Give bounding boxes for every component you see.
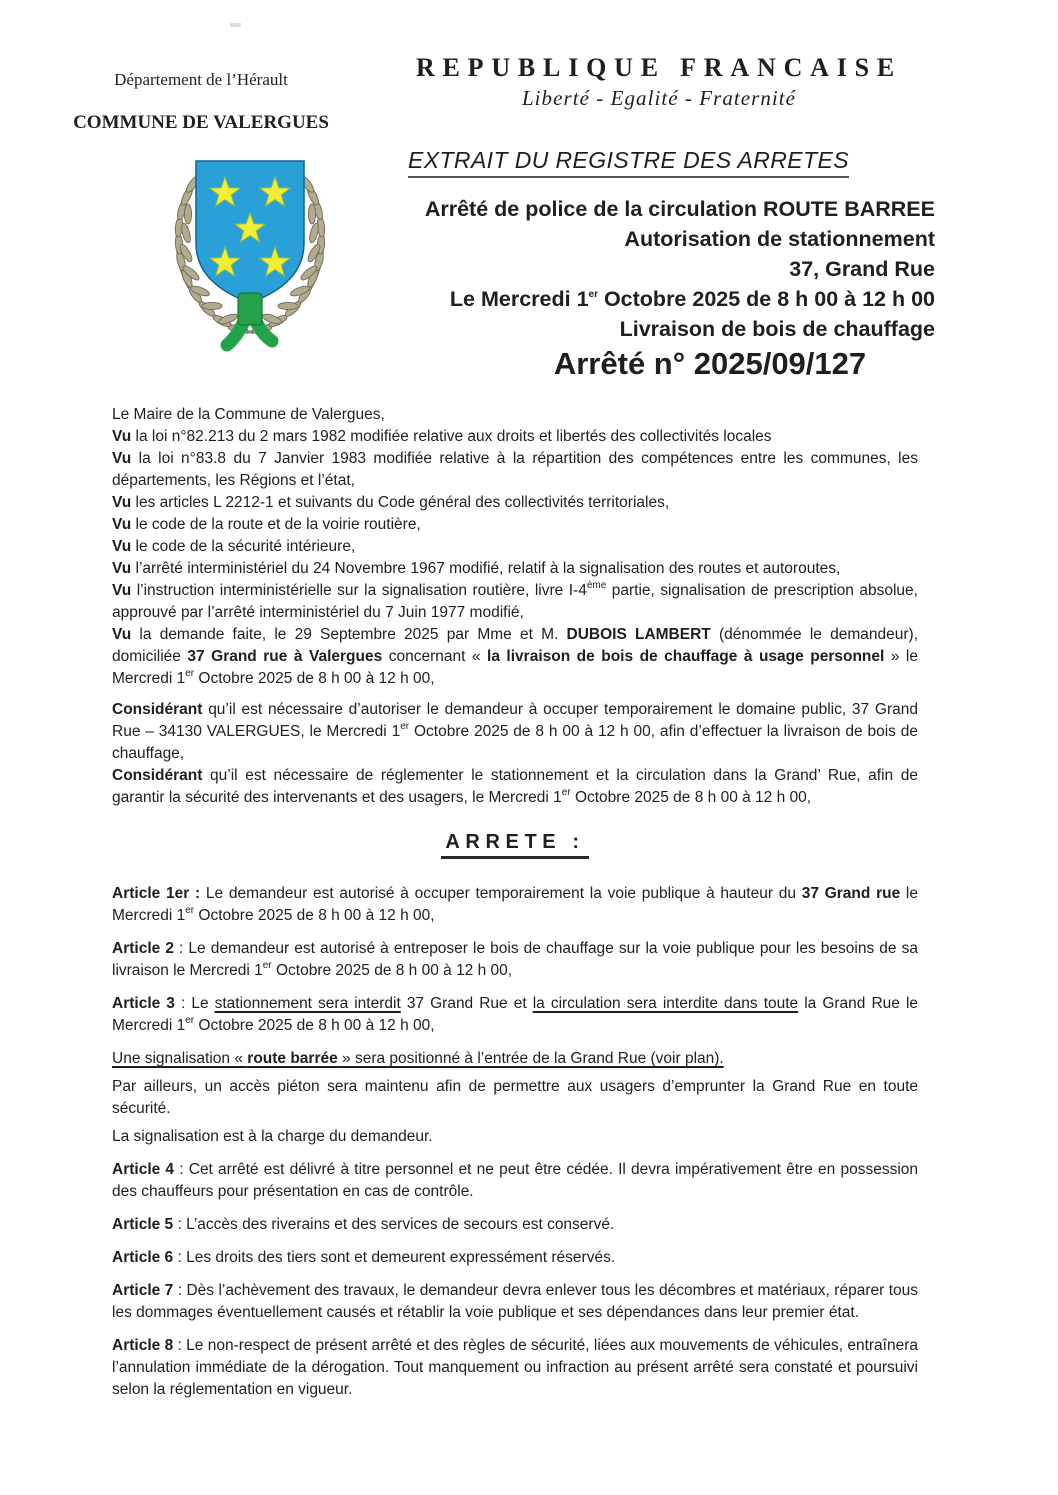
text-segment: Vu — [112, 560, 132, 577]
text-segment: er — [561, 786, 571, 798]
header-left — [58, 70, 344, 134]
vu-clause-1 — [112, 426, 918, 448]
vu-clause-5 — [112, 536, 918, 558]
text-segment: » le Mercredi 1 — [112, 648, 918, 687]
text-segment: qu’il est nécessaire d’autoriser le demandeur à occuper temporairement le domaine public, 37 Grand Rue – 34130 VALERGUES, le Mercredi 1 — [112, 701, 918, 740]
text-segment: 37 Grand rue — [801, 885, 901, 902]
text-segment: Livraison de bois de chauffage — [619, 317, 935, 341]
text-segment: l’instruction interministérielle sur la signalisation routière, livre I-4 — [131, 582, 587, 599]
text-segment: 37 Grand rue à Valergues — [187, 648, 383, 665]
article-1 — [112, 883, 918, 927]
text-segment: Vu — [112, 494, 132, 511]
commune-label: COMMUNE DE VALERGUES — [73, 112, 329, 133]
text-segment: la loi n°83.8 du 7 Janvier 1983 modifiée relative à la répartition des compétences entre les communes, les départements, les Régions et l’état, — [112, 450, 918, 489]
registre-title: EXTRAIT DU REGISTRE DES ARRETES — [408, 147, 849, 178]
text-segment: Article 2 — [112, 940, 174, 957]
text-segment: ème — [586, 579, 607, 591]
text-segment: Article 8 — [112, 1337, 174, 1354]
considerant-clause-1 — [112, 699, 918, 765]
text-segment: er — [588, 288, 598, 300]
text-segment: la circulation sera interdite dans toute — [532, 995, 799, 1012]
department-label: Département de l’Hérault — [114, 70, 288, 89]
text-segment: Le Mercredi 1 — [449, 287, 589, 311]
vu-clause-2 — [112, 448, 918, 492]
text-segment: Article 1er : — [112, 885, 201, 902]
text-segment: route barrée — [247, 1050, 338, 1067]
subject-line-3 — [390, 254, 935, 284]
text-segment: Considérant — [112, 701, 203, 718]
text-segment: : Le demandeur est autorisé à entreposer le bois de chauffage sur la voie publique pour les besoins de sa livraison le Mercredi 1 — [112, 940, 918, 979]
vu-clause-7 — [112, 580, 918, 624]
text-segment: Par ailleurs, un accès piéton sera maintenu afin de permettre aux usagers d’emprunter la Grand Rue en toute sécurité. — [112, 1078, 918, 1117]
registre-title-wrap — [408, 147, 849, 178]
text-segment: : Dès l’achèvement des travaux, le demandeur devra enlever tous les décombres et matériaux, réparer tous les dommages éventuellement causés et rétablir la voie publique et ses dépendances dans leur premier état. — [112, 1282, 918, 1321]
text-segment: er — [400, 720, 410, 732]
text-segment: partie, signalisation de prescription absolue, approuvé par l’arrêté interministériel du 7 Juin 1977 modifié, — [112, 582, 918, 621]
text-segment: : Cet arrêté est délivré à titre personnel et ne peut être cédée. Il devra impérativement être en possession des chauffeurs pour présentation en cas de contrôle. — [112, 1161, 919, 1200]
text-segment: er — [185, 904, 195, 916]
text-segment: Octobre 2025 de 8 h 00 à 12 h 00, — [194, 670, 435, 687]
text-segment: la Grand Rue le Mercredi 1 — [112, 995, 919, 1034]
text-segment: stationnement sera interdit — [214, 995, 401, 1012]
text-segment: Le Maire de la Commune de Valergues, — [112, 406, 385, 423]
signal-line — [112, 1048, 918, 1070]
text-segment: : Les droits des tiers sont et demeurent expressément réservés. — [173, 1249, 616, 1266]
text-segment: 37, Grand Rue — [789, 257, 935, 281]
text-segment: Vu — [112, 538, 132, 555]
subject-line-1 — [390, 194, 935, 224]
text-segment: la demande faite, le 29 Septembre 2025 par Mme et M. — [131, 626, 567, 643]
pedestrian-access-line — [112, 1076, 918, 1120]
text-segment: Octobre 2025 de 8 h 00 à 12 h 00, — [570, 789, 812, 806]
text-segment: Vu — [112, 450, 132, 467]
text-segment: Vu — [112, 626, 132, 643]
considerant-clauses — [112, 699, 918, 809]
vu-clause-3 — [112, 492, 918, 514]
arrete-heading-wrap — [112, 831, 918, 859]
text-segment: Article 4 — [112, 1161, 175, 1178]
article-4 — [112, 1159, 918, 1203]
text-segment: Considérant — [112, 767, 203, 784]
text-segment: (dénommée le demandeur), domiciliée — [112, 626, 918, 665]
text-segment: Octobre 2025 de 8 h 00 à 12 h 00, afin d’effectuer la livraison de bois de chauffage, — [112, 723, 918, 762]
subject-line-5 — [390, 314, 935, 344]
text-segment: : Le non-respect de présent arrêté et des règles de sécurité, liées aux mouvements de véhicules, entraînera l’annulation immédiate de la dérogation. Tout manquement ou infraction au présent arrêté sera constaté et poursuivi selon la réglementation en vigueur. — [112, 1337, 919, 1398]
signal-charge-line — [112, 1126, 918, 1148]
text-segment: » sera positionné à l’entrée de la Grand Rue (voir plan). — [337, 1050, 724, 1067]
article-3 — [112, 993, 918, 1037]
text-segment: er — [185, 1014, 195, 1026]
considerant-clause-2 — [112, 765, 918, 809]
article-2 — [112, 938, 918, 982]
document-body — [112, 404, 918, 1412]
text-segment: : L’accès des riverains et des services de secours est conservé. — [173, 1216, 615, 1233]
text-segment: Octobre 2025 de 8 h 00 à 12 h 00, — [194, 1017, 435, 1034]
text-segment: Vu — [112, 582, 132, 599]
text-segment: Une signalisation « — [112, 1050, 248, 1067]
text-segment: Octobre 2025 de 8 h 00 à 12 h 00, — [194, 907, 435, 924]
text-segment: Le demandeur est autorisé à occuper temporairement la voie publique à hauteur du — [200, 885, 802, 902]
text-segment: les articles L 2212-1 et suivants du Code général des collectivités territoriales, — [131, 494, 670, 511]
article-7 — [112, 1280, 918, 1324]
article-5 — [112, 1214, 918, 1236]
subject-block — [390, 194, 935, 344]
text-segment: DUBOIS LAMBERT — [566, 626, 711, 643]
vu-clauses — [112, 426, 918, 690]
republic-motto: Liberté - Egalité - Fraternité — [521, 86, 797, 110]
arrete-number: Arrêté n° 2025/09/127 — [553, 346, 867, 381]
subject-line-4 — [390, 284, 935, 314]
text-segment: Octobre 2025 de 8 h 00 à 12 h 00 — [597, 287, 935, 311]
text-segment: Article 6 — [112, 1249, 174, 1266]
article-8 — [112, 1335, 918, 1401]
subject-line-2 — [390, 224, 935, 254]
text-segment: Vu — [112, 516, 132, 533]
text-segment: Octobre 2025 de 8 h 00 à 12 h 00, — [271, 962, 513, 979]
republic-title: REPUBLIQUE FRANCAISE — [415, 53, 903, 82]
text-segment: la livraison de bois de chauffage à usage personnel — [487, 648, 885, 665]
text-segment: : Le — [174, 995, 215, 1012]
text-segment: Arrêté de police de la circulation ROUTE BARREE — [424, 197, 935, 221]
article-6 — [112, 1247, 918, 1269]
text-segment: La signalisation est à la charge du demandeur. — [112, 1128, 433, 1145]
text-segment: le code de la sécurité intérieure, — [131, 538, 356, 555]
text-segment: concernant « — [382, 648, 488, 665]
text-segment: l’arrêté interministériel du 24 Novembre 1967 modifié, relatif à la signalisation des routes et autoroutes, — [131, 560, 841, 577]
text-segment: er — [262, 959, 272, 971]
vu-clause-4 — [112, 514, 918, 536]
vu-clause-6 — [112, 558, 918, 580]
text-segment: qu’il est nécessaire de réglementer le stationnement et la circulation dans la Grand’ Rue, afin de garantir la sécurité des intervenants et des usagers, le Mercredi 1 — [112, 767, 918, 806]
valergues-coat-of-arms-icon — [150, 150, 350, 352]
text-segment: le code de la route et de la voirie routière, — [131, 516, 421, 533]
text-segment: la loi n°82.213 du 2 mars 1982 modifiée relative aux droits et libertés des collectivités locales — [131, 428, 772, 445]
arrete-heading: ARRETE : — [441, 831, 588, 859]
text-segment: er — [185, 667, 195, 679]
text-segment: Article 7 — [112, 1282, 174, 1299]
text-segment: 37 Grand Rue et — [400, 995, 533, 1012]
text-segment: Autorisation de stationnement — [624, 227, 935, 251]
text-segment: Vu — [112, 428, 132, 445]
text-segment: Article 5 — [112, 1216, 174, 1233]
vu-clause-8 — [112, 624, 918, 690]
mayor-intro-line — [112, 404, 918, 426]
scan-artifact — [230, 23, 241, 27]
text-segment: Article 3 — [112, 995, 175, 1012]
text-segment: le Mercredi 1 — [112, 885, 918, 924]
